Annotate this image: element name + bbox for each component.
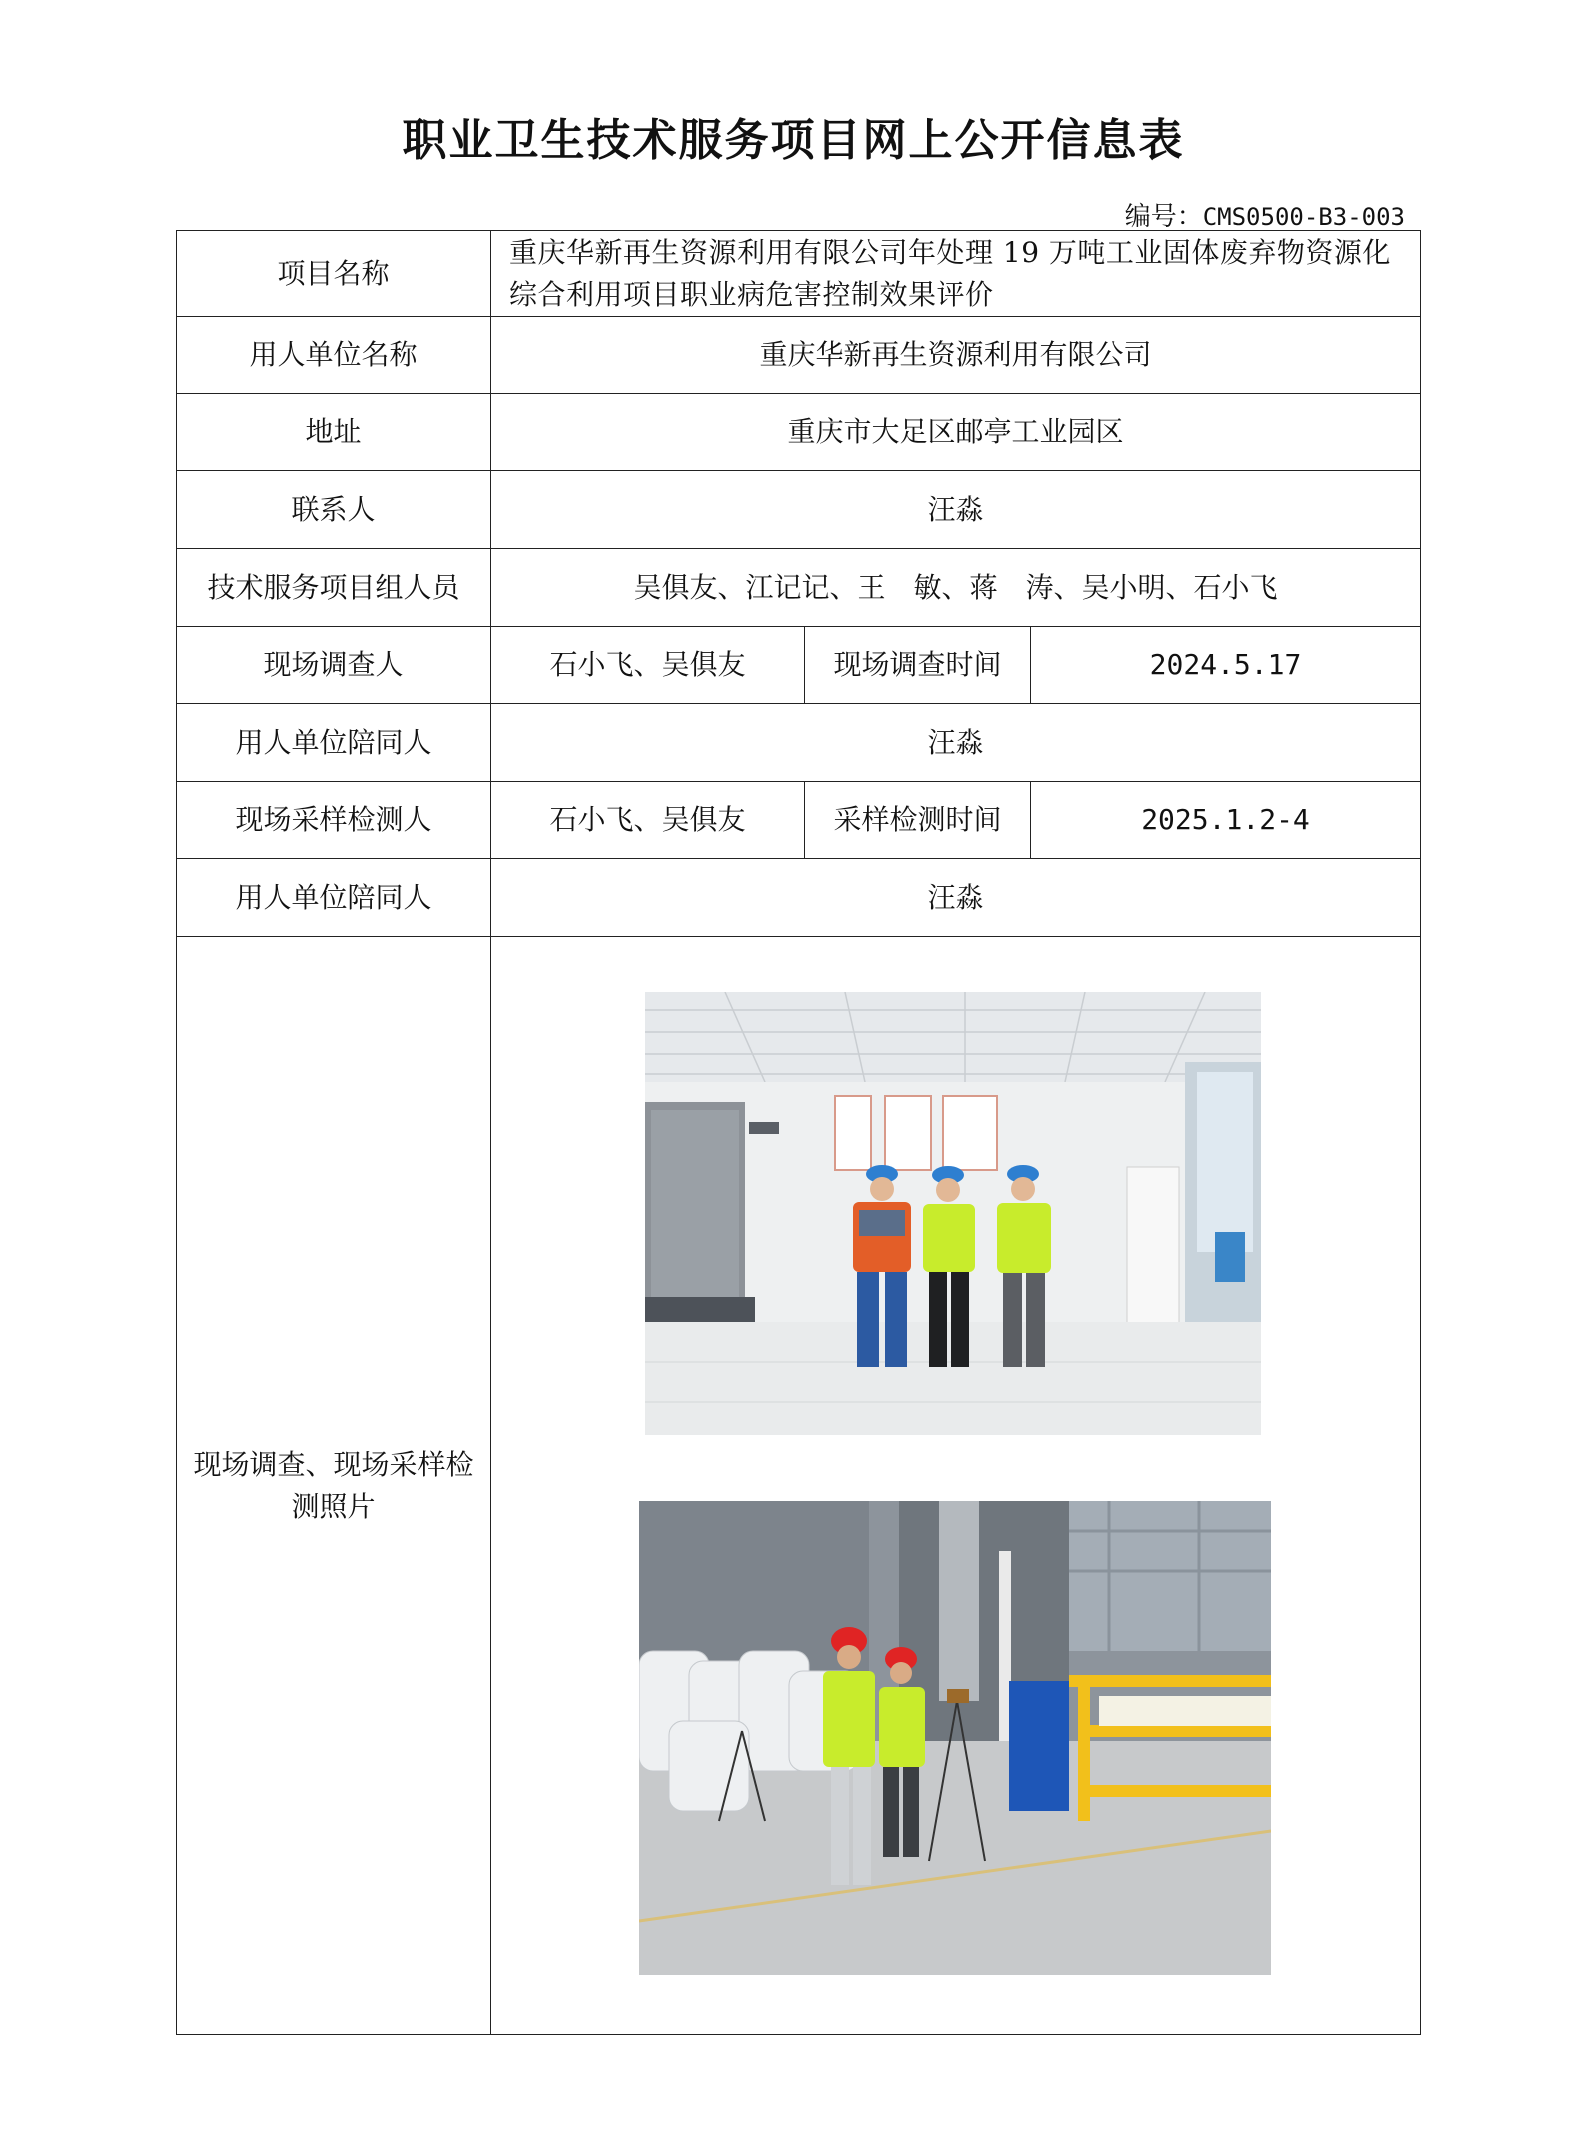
survey-value: 石小飞、吴俱友 — [491, 627, 805, 704]
photo-wrap — [491, 938, 1421, 2034]
table-row — [177, 937, 1421, 2035]
document-code — [1125, 196, 1405, 233]
table-row — [177, 317, 1421, 394]
page-title: 职业卫生技术服务项目网上公开信息表 — [402, 115, 1185, 166]
address-value: 重庆市大足区邮亭工业园区 — [491, 394, 1421, 471]
sampling-photo — [639, 1501, 1271, 1975]
companion1-value: 汪淼 — [491, 704, 1421, 782]
contact-label: 联系人 — [177, 471, 491, 549]
employer-label: 用人单位名称 — [177, 317, 491, 394]
table-row — [177, 471, 1421, 549]
table-row — [177, 627, 1421, 704]
info-table — [176, 230, 1421, 2035]
table-row — [177, 231, 1421, 317]
sampling-time-value: 2025.1.2-4 — [1031, 782, 1421, 859]
team-value: 吴俱友、江记记、王 敏、蒋 涛、吴小明、石小飞 — [491, 549, 1421, 627]
photos-label: 现场调查、现场采样检测照片 — [177, 937, 491, 2035]
survey-label: 现场调查人 — [177, 627, 491, 704]
project-name-value: 重庆华新再生资源利用有限公司年处理 19 万吨工业固体废弃物资源化综合利用项目职业病危害控制效果评价 — [491, 231, 1421, 317]
survey-photo — [645, 992, 1261, 1435]
survey-time-label: 现场调查时间 — [805, 627, 1031, 704]
sampling-value: 石小飞、吴俱友 — [491, 782, 805, 859]
project-name-label: 项目名称 — [177, 231, 491, 317]
photos-cell — [491, 937, 1421, 2035]
sampling-label: 现场采样检测人 — [177, 782, 491, 859]
team-label: 技术服务项目组人员 — [177, 549, 491, 627]
document-code-value: CMS0500-B3-003 — [1202, 203, 1405, 231]
address-label: 地址 — [177, 394, 491, 471]
document-code-label: 编号： — [1124, 202, 1203, 232]
table-row — [177, 704, 1421, 782]
employer-value: 重庆华新再生资源利用有限公司 — [491, 317, 1421, 394]
sampling-time-label: 采样检测时间 — [805, 782, 1031, 859]
survey-time-value: 2024.5.17 — [1031, 627, 1421, 704]
companion1-label: 用人单位陪同人 — [177, 704, 491, 782]
contact-value: 汪淼 — [491, 471, 1421, 549]
table-row — [177, 859, 1421, 937]
companion2-value: 汪淼 — [491, 859, 1421, 937]
table-row — [177, 394, 1421, 471]
companion2-label: 用人单位陪同人 — [177, 859, 491, 937]
table-row — [177, 782, 1421, 859]
table-row — [177, 549, 1421, 627]
